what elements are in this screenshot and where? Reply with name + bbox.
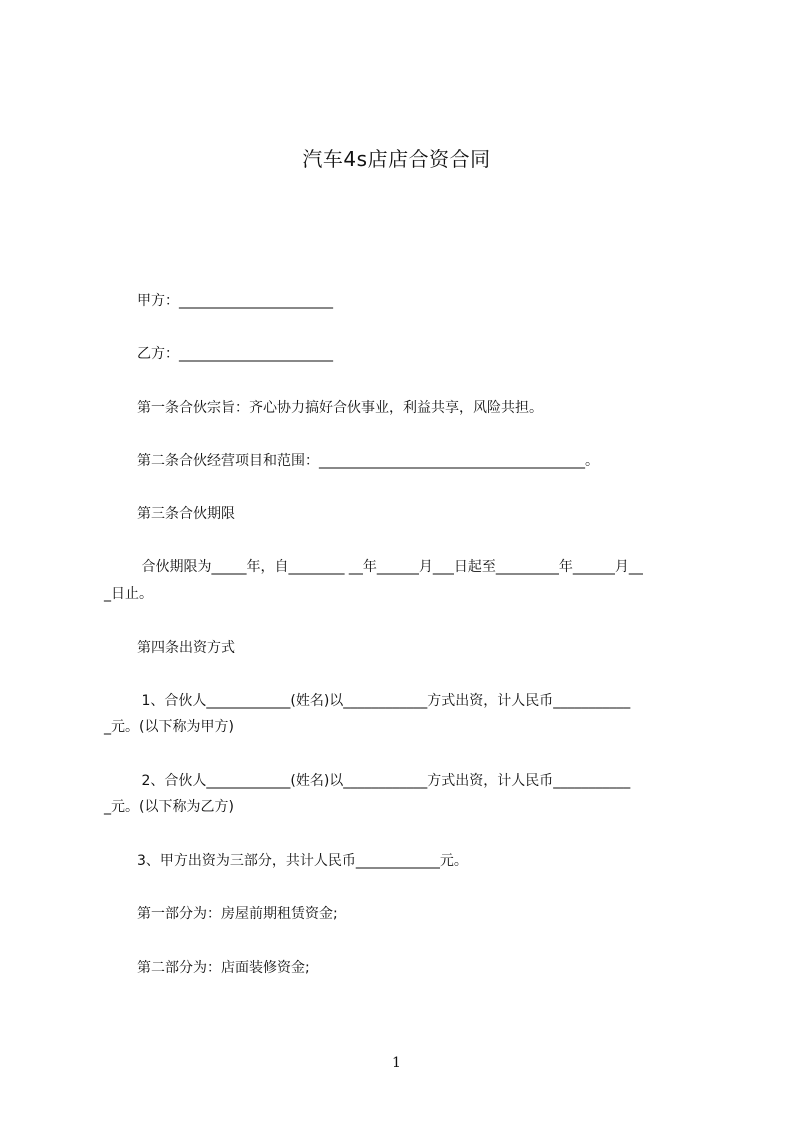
- document-title: 汽车4s店店合资合同: [302, 147, 491, 171]
- article-4-item-2-line-2: _元。(以下称为乙方): [104, 799, 234, 815]
- party-a-line: 甲方：______________________: [137, 293, 333, 309]
- article-4-item-2-line-1: 2、合伙人____________(姓名)以____________方式出资，计人民币___________: [137, 773, 631, 789]
- page-number: 1: [392, 1055, 401, 1071]
- article-3-line-2: _日止。: [104, 586, 153, 602]
- article-2: 第二条合伙经营项目和范围：______________________________________。: [137, 453, 599, 469]
- article-3-line-1: 合伙期限为_____年，自________ __年______月___日起至_________年______月__: [137, 559, 643, 575]
- article-1: 第一条合伙宗旨：齐心协力搞好合伙事业，利益共享，风险共担。: [137, 400, 543, 416]
- article-4-item-1-line-1: 1、合伙人____________(姓名)以____________方式出资，计人民币___________: [137, 693, 631, 709]
- party-b-line: 乙方：______________________: [137, 346, 333, 362]
- funding-part-1: 第一部分为：房屋前期租赁资金;: [137, 906, 338, 922]
- article-4-item-3: 3、甲方出资为三部分，共计人民币____________元。: [137, 853, 468, 869]
- article-3-heading: 第三条合伙期限: [137, 506, 235, 522]
- article-4-item-1-line-2: _元。(以下称为甲方): [104, 719, 234, 735]
- funding-part-2: 第二部分为：店面装修资金;: [137, 960, 310, 976]
- article-4-heading: 第四条出资方式: [137, 640, 235, 656]
